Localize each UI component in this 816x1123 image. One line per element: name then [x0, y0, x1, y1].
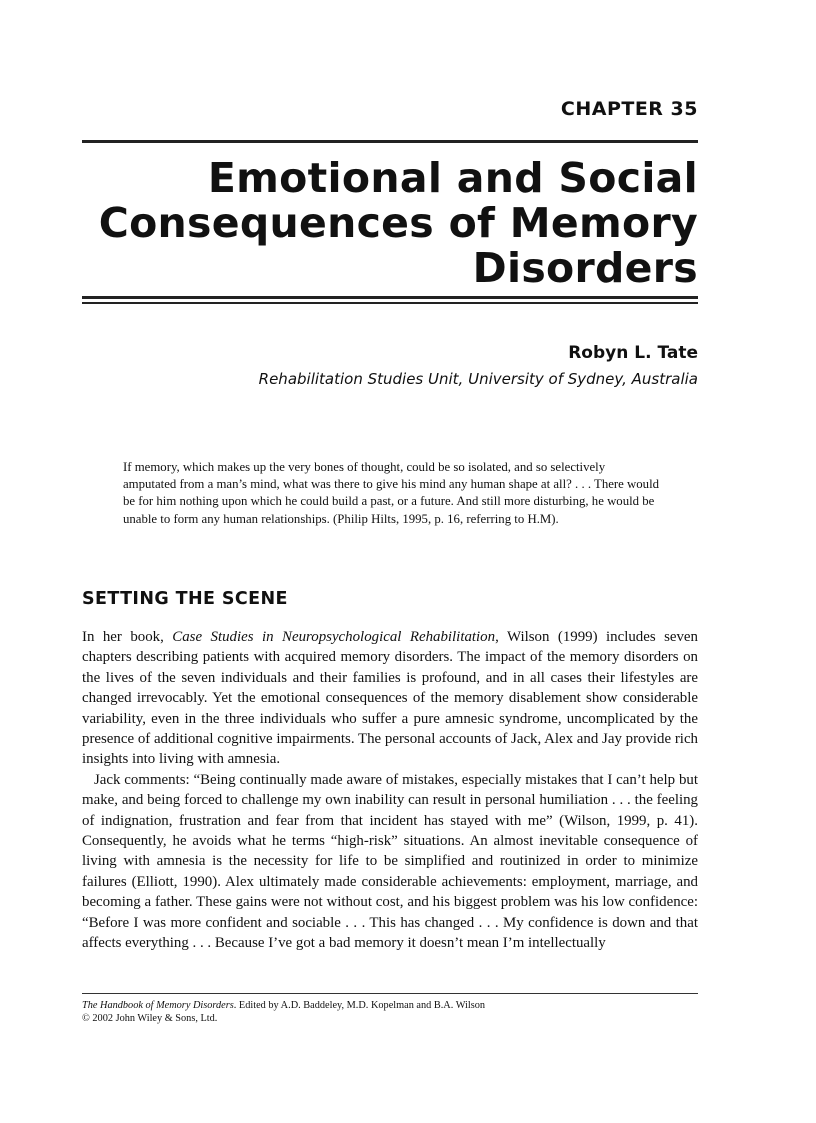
epigraph-text: If memory, which makes up the very bones of thought, could be so isolated, and so selectively amputated from a man’s mind, what was there to give his mind any human shape at all? . . . There would be for him nothing upon which he could build a past, or a future. And still more disturbing, he would be unable to form any human relationships. (Philip Hilts, 1995, p. 16, referring to H.M).: [123, 460, 660, 526]
title-rule-bottom: [82, 302, 698, 304]
paragraph-1: [82, 627, 698, 770]
footer-book-title: The Handbook of Memory Disorders: [82, 1000, 234, 1011]
section-heading: SETTING THE SCENE: [82, 589, 288, 609]
title-rule-top: [82, 296, 698, 299]
chapter-title: [98, 156, 698, 291]
footer-rule: [82, 993, 698, 994]
title-line-2: Consequences of Memory: [98, 199, 698, 247]
header-rule: [82, 140, 698, 143]
chapter-label: CHAPTER 35: [560, 98, 698, 120]
title-line-1: Emotional and Social: [207, 154, 698, 202]
footer-copyright: © 2002 John Wiley & Sons, Ltd.: [82, 1013, 218, 1024]
epigraph: [123, 459, 661, 528]
book-title: Case Studies in Neuropsychological Rehabilitation: [172, 629, 496, 645]
paragraph-2: Jack comments: “Being continually made aware of mistakes, especially mistakes that I can’t help but make, and being forced to challenge my own inability can result in personal humiliation . . . the feeling of indignation, frustration and fear from that incident has stayed with me” (Wilson, 1999, p. 41). Consequently, he avoids what he terms “high-risk” situations. An almost inevitable consequence of living with amnesia is the necessity for life to be simplified and routinized in order to minimize failures (Elliott, 1990). Alex ultimately made considerable achievements: employment, marriage, and becoming a father. These gains were not without cost, and his biggest problem was his low confidence: “Before I was more confident and sociable . . . This has changed . . . My confidence is down and that affects everything . . . Because I’ve got a bad memory it doesn’t mean I’m intellectually: [82, 771, 698, 952]
paragraph-1-rest: , Wilson (1999) includes seven chapters describing patients with acquired memory disorders. The impact of the memory disorders on the lives of the seven individuals and their families is profound, and in all cases their lifestyles are changed irrevocably. Yet the emotional consequences of the memory disablement show considerable variability, even in the three individuals who suffer a pure amnesic syndrome, uncomplicated by the presence of additional cognitive impairments. The personal accounts of Jack, Alex and Jay provide rich insights into living with amnesia.: [82, 629, 698, 768]
footer: [82, 999, 698, 1025]
footer-citation: [82, 999, 698, 1012]
author-affiliation: Rehabilitation Studies Unit, University of Sydney, Australia: [258, 370, 698, 388]
body-text: [82, 627, 698, 954]
title-line-3: Disorders: [472, 244, 698, 292]
author-name: Robyn L. Tate: [568, 343, 698, 363]
footer-editors: . Edited by A.D. Baddeley, M.D. Kopelman and B.A. Wilson: [233, 1000, 486, 1011]
paragraph-1-start: In her book,: [82, 629, 173, 645]
